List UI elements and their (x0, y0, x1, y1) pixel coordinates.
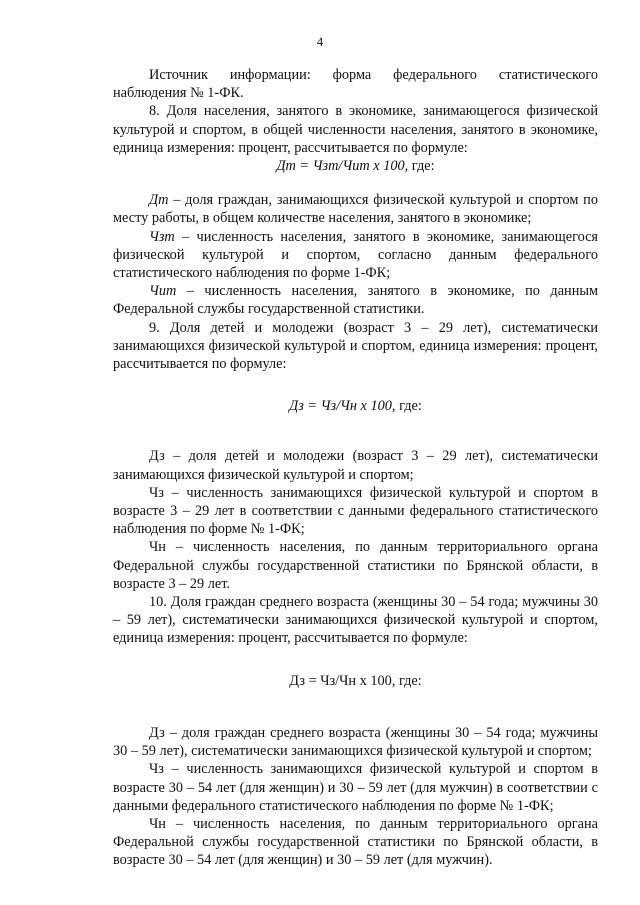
definition-dt (113, 191, 598, 227)
definition-dt-term: Дт (149, 192, 169, 209)
formula-dz-youth-tail: где: (395, 398, 422, 415)
formula-dz-youth-expression: Дз = Чз/Чн х 100, (289, 398, 396, 415)
paragraph-item-8: 8. Доля населения, занятого в экономике, занимающегося физической культурой и спортом, в общей численности населения, занятого в экономике, единица измерения: процент, рассчитывается по формуле: (113, 103, 598, 156)
definition-chz-middle-age: Чз – численность занимающихся физической культурой и спортом в возрасте 30 – 54 лет (для женщин) и 30 – 59 лет (для мужчин) в соответствии с данными федерального статистического наблюдения по форме № 1-ФК; (113, 761, 598, 814)
formula-dt-tail: где: (408, 158, 435, 175)
formula-dt-expression: Дт = Чзт/Чит х 100, (276, 158, 409, 175)
definition-chit (113, 282, 598, 318)
formula-dz-youth (113, 397, 598, 415)
page-number: 4 (316, 34, 324, 49)
paragraph-item-9: 9. Доля детей и молодежи (возраст 3 – 29 лет), систематически занимающихся физической культурой и спортом, единица измерения: процент, рассчитывается по формуле: (113, 319, 598, 373)
paragraph-source: Источник информации: форма федерального статистического наблюдения № 1-ФК. (113, 67, 598, 102)
formula-dz-middle-age: Дз = Чз/Чн х 100, где: (289, 672, 422, 689)
definition-chit-text: – численность населения, занятого в экономике, по данным Федеральной службы государственной статистики. (113, 283, 598, 318)
definition-chzt (113, 228, 598, 283)
document-body (113, 66, 598, 870)
formula-dt (113, 157, 598, 175)
definition-chz-youth: Чз – численность занимающихся физической культурой и спортом в возрасте 3 – 29 лет в соответствии с данными федерального статистического наблюдения по форме № 1-ФК; (113, 484, 598, 538)
definition-chit-term: Чит (149, 283, 177, 300)
definition-chn-youth: Чн – численность населения, по данным территориального органа Федеральной службы государственной статистики по Брянской области, в возрасте 3 – 29 лет. (113, 539, 598, 592)
definition-chn-middle-age: Чн – численность населения, по данным территориального органа Федеральной службы государственной статистики по Брянской области, в возрасте 30 – 54 лет (для женщин) и 30 – 59 лет (для мужчин). (113, 815, 598, 869)
definition-chzt-text: – численность населения, занятого в экономике, занимающегося физической культурой и спортом, согласно данным федерального статистического наблюдения по форме 1-ФК; (113, 228, 598, 282)
paragraph-item-10: 10. Доля граждан среднего возраста (женщины 30 – 54 года; мужчины 30 – 59 лет), систематически занимающихся физической культурой и спортом, единица измерения: процент, рассчитывается по формуле: (113, 594, 598, 647)
definition-dz-youth: Дз – доля детей и молодежи (возраст 3 – 29 лет), систематически занимающихся физической культурой и спортом; (113, 448, 598, 483)
definition-chzt-term: Чзт (149, 228, 175, 245)
definition-dt-text: – доля граждан, занимающихся физической культурой и спортом по месту работы, в общем количестве населения, занятого в экономике; (113, 192, 598, 227)
definition-dz-middle-age: Дз – доля граждан среднего возраста (женщины 30 – 54 года; мужчины 30 – 59 лет), систематически занимающихся физической культурой и спортом; (113, 724, 598, 760)
